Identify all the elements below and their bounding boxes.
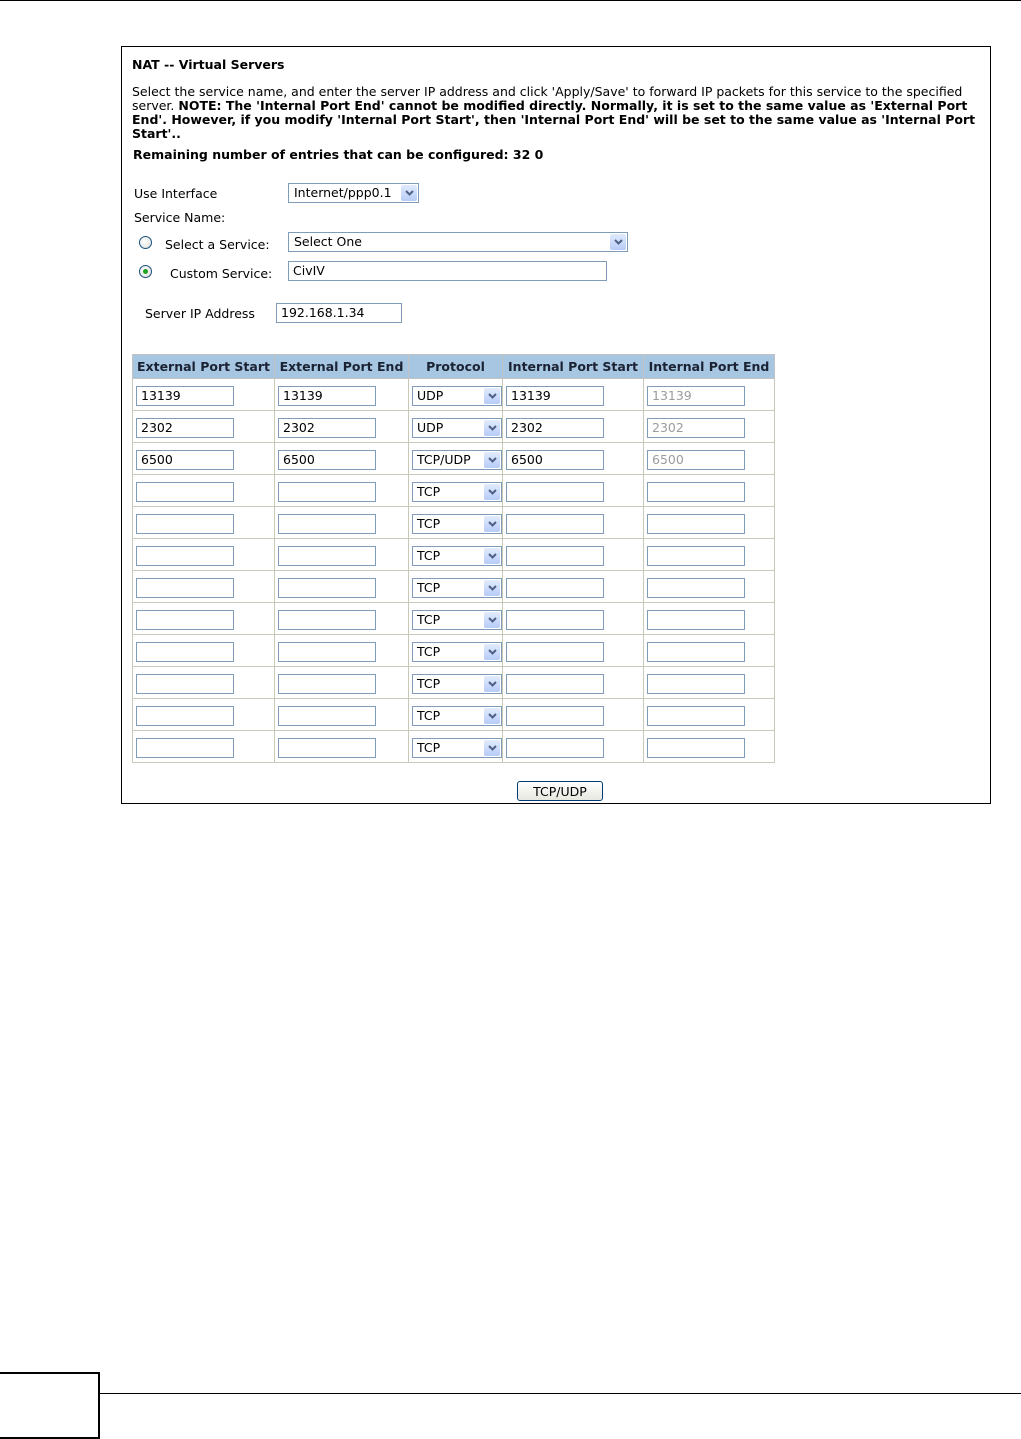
chevron-down-icon[interactable] xyxy=(484,612,500,628)
header-internal-port-start: Internal Port Start xyxy=(503,355,644,379)
table-row xyxy=(133,699,775,731)
internal-port-start-input[interactable]: 2302 xyxy=(506,418,604,438)
table-cell xyxy=(503,507,644,539)
external-port-end-input[interactable] xyxy=(278,706,376,726)
protocol-select[interactable] xyxy=(412,738,502,758)
protocol-value: TCP xyxy=(417,676,441,691)
table-row xyxy=(133,539,775,571)
external-port-start-input[interactable] xyxy=(136,642,234,662)
chevron-down-icon[interactable] xyxy=(484,388,500,404)
table-cell xyxy=(275,571,409,603)
protocol-select[interactable] xyxy=(412,482,502,502)
chevron-down-icon[interactable] xyxy=(484,644,500,660)
external-port-start-input[interactable]: 2302 xyxy=(136,418,234,438)
table-cell xyxy=(275,667,409,699)
footer-rule xyxy=(100,1393,1021,1394)
protocol-select[interactable] xyxy=(412,610,502,630)
table-cell xyxy=(409,507,503,539)
external-port-end-input[interactable] xyxy=(278,482,376,502)
chevron-down-icon[interactable] xyxy=(610,234,626,250)
use-interface-select[interactable] xyxy=(288,183,419,203)
description-plain: Select the service name, and enter the server IP address and click 'Apply/Save' to forward IP packets for this service to the specified server. xyxy=(132,84,963,113)
external-port-start-input[interactable] xyxy=(136,674,234,694)
internal-port-end-input: 13139 xyxy=(647,386,745,406)
protocol-value: TCP xyxy=(417,548,441,563)
internal-port-end-input: 6500 xyxy=(647,450,745,470)
internal-port-start-input[interactable]: 13139 xyxy=(506,386,604,406)
table-cell xyxy=(133,699,275,731)
table-row xyxy=(133,603,775,635)
table-cell xyxy=(275,507,409,539)
external-port-end-input[interactable] xyxy=(278,578,376,598)
external-port-start-input[interactable] xyxy=(136,546,234,566)
table-cell xyxy=(133,667,275,699)
table-row xyxy=(133,571,775,603)
description xyxy=(132,85,984,141)
radio-selected-dot xyxy=(143,269,148,274)
table-cell xyxy=(644,731,775,763)
internal-port-start-input[interactable] xyxy=(506,546,604,566)
internal-port-start-input[interactable] xyxy=(506,738,604,758)
header-internal-port-end: Internal Port End xyxy=(644,355,775,379)
table-cell xyxy=(644,635,775,667)
protocol-value: UDP xyxy=(417,420,444,435)
table-cell xyxy=(503,379,644,411)
internal-port-start-input[interactable] xyxy=(506,706,604,726)
table-cell xyxy=(133,475,275,507)
table-cell xyxy=(409,699,503,731)
external-port-end-input[interactable]: 2302 xyxy=(278,418,376,438)
table-row xyxy=(133,411,775,443)
table-cell xyxy=(644,539,775,571)
internal-port-start-input[interactable] xyxy=(506,642,604,662)
internal-port-start-input[interactable] xyxy=(506,578,604,598)
protocol-select[interactable] xyxy=(412,546,502,566)
page-title: NAT -- Virtual Servers xyxy=(132,57,285,72)
internal-port-start-input[interactable]: 6500 xyxy=(506,450,604,470)
header-external-port-start: External Port Start xyxy=(133,355,275,379)
table-header-row xyxy=(133,355,775,379)
remaining-entries: Remaining number of entries that can be configured: 32 0 xyxy=(133,147,544,162)
table-cell xyxy=(503,443,644,475)
table-cell xyxy=(503,411,644,443)
chevron-down-icon[interactable] xyxy=(401,185,417,201)
table-cell xyxy=(644,507,775,539)
table-row xyxy=(133,379,775,411)
table-cell xyxy=(133,411,275,443)
table-cell xyxy=(409,603,503,635)
protocol-select[interactable] xyxy=(412,674,502,694)
table-row xyxy=(133,667,775,699)
protocol-select[interactable] xyxy=(412,706,502,726)
table-cell xyxy=(275,731,409,763)
external-port-end-input[interactable] xyxy=(278,738,376,758)
table-cell xyxy=(644,379,775,411)
external-port-end-input[interactable]: 13139 xyxy=(278,386,376,406)
protocol-value: TCP xyxy=(417,484,441,499)
external-port-end-input[interactable] xyxy=(278,514,376,534)
protocol-value: TCP xyxy=(417,516,441,531)
internal-port-start-input[interactable] xyxy=(506,482,604,502)
external-port-start-input[interactable]: 13139 xyxy=(136,386,234,406)
table-cell xyxy=(644,443,775,475)
table-row xyxy=(133,507,775,539)
internal-port-end-input xyxy=(647,546,745,566)
protocol-value: TCP xyxy=(417,644,441,659)
internal-port-end-input xyxy=(647,610,745,630)
protocol-value: TCP xyxy=(417,612,441,627)
protocol-value: TCP xyxy=(417,708,441,723)
table-cell xyxy=(409,475,503,507)
protocol-select[interactable] xyxy=(412,418,502,438)
chevron-down-icon[interactable] xyxy=(484,516,500,532)
external-port-start-input[interactable] xyxy=(136,578,234,598)
table-cell xyxy=(275,411,409,443)
table-cell xyxy=(275,603,409,635)
select-service-radio[interactable] xyxy=(139,236,152,249)
external-port-start-input[interactable] xyxy=(136,482,234,502)
external-port-end-input[interactable] xyxy=(278,674,376,694)
chevron-down-icon[interactable] xyxy=(484,548,500,564)
table-cell xyxy=(409,411,503,443)
page-number-box xyxy=(0,1372,100,1439)
external-port-end-input[interactable] xyxy=(278,610,376,630)
table-cell xyxy=(644,667,775,699)
internal-port-start-input[interactable] xyxy=(506,514,604,534)
use-interface-label: Use Interface xyxy=(134,186,218,201)
table-cell xyxy=(409,539,503,571)
custom-service-input[interactable]: CivIV xyxy=(288,261,607,281)
table-row xyxy=(133,635,775,667)
table-cell xyxy=(133,379,275,411)
table-cell xyxy=(644,571,775,603)
protocol-select[interactable] xyxy=(412,578,502,598)
table-cell xyxy=(133,603,275,635)
protocol-value: TCP xyxy=(417,740,441,755)
table-cell xyxy=(133,507,275,539)
table-cell xyxy=(503,635,644,667)
internal-port-start-input[interactable] xyxy=(506,610,604,630)
select-service-select[interactable] xyxy=(288,232,628,252)
external-port-start-input[interactable] xyxy=(136,738,234,758)
table-cell xyxy=(409,443,503,475)
table-cell xyxy=(275,539,409,571)
protocol-select[interactable] xyxy=(412,386,502,406)
external-port-start-input[interactable] xyxy=(136,706,234,726)
table-cell xyxy=(409,571,503,603)
table-cell xyxy=(133,731,275,763)
header-external-port-end: External Port End xyxy=(275,355,409,379)
protocol-select[interactable] xyxy=(412,450,502,470)
table-cell xyxy=(644,603,775,635)
table-cell xyxy=(644,475,775,507)
protocol-value: TCP/UDP xyxy=(417,452,471,467)
table-cell xyxy=(503,603,644,635)
external-port-start-input[interactable] xyxy=(136,610,234,630)
table-cell xyxy=(503,699,644,731)
table-cell xyxy=(644,411,775,443)
table-row xyxy=(133,443,775,475)
external-port-start-input[interactable] xyxy=(136,514,234,534)
table-cell xyxy=(275,699,409,731)
internal-port-end-input xyxy=(647,642,745,662)
external-port-end-input[interactable] xyxy=(278,642,376,662)
table-cell xyxy=(503,539,644,571)
table-cell xyxy=(275,379,409,411)
internal-port-end-input xyxy=(647,706,745,726)
table-row xyxy=(133,731,775,763)
service-name-label: Service Name: xyxy=(134,210,226,225)
header-protocol: Protocol xyxy=(409,355,503,379)
table-cell xyxy=(503,667,644,699)
table-cell xyxy=(275,443,409,475)
internal-port-end-input xyxy=(647,514,745,534)
internal-port-end-input xyxy=(647,738,745,758)
table-cell xyxy=(409,635,503,667)
table-cell xyxy=(503,475,644,507)
custom-service-label: Custom Service: xyxy=(170,266,273,281)
chevron-down-icon[interactable] xyxy=(484,676,500,692)
external-port-start-input[interactable]: 6500 xyxy=(136,450,234,470)
table-cell xyxy=(503,571,644,603)
chevron-down-icon[interactable] xyxy=(484,740,500,756)
protocol-value: UDP xyxy=(417,388,444,403)
protocol-value: TCP xyxy=(417,580,441,595)
internal-port-end-input xyxy=(647,578,745,598)
table-cell xyxy=(133,635,275,667)
internal-port-start-input[interactable] xyxy=(506,674,604,694)
internal-port-end-input: 2302 xyxy=(647,418,745,438)
table-cell xyxy=(133,539,275,571)
internal-port-end-input xyxy=(647,674,745,694)
tcp-udp-button[interactable]: TCP/UDP xyxy=(517,781,603,801)
table-cell xyxy=(503,731,644,763)
top-rule xyxy=(0,0,1021,1)
table-row xyxy=(133,475,775,507)
table-cell xyxy=(133,443,275,475)
table-cell xyxy=(644,699,775,731)
table-cell xyxy=(409,379,503,411)
external-port-end-input[interactable] xyxy=(278,546,376,566)
port-table xyxy=(132,354,775,763)
custom-service-radio[interactable] xyxy=(139,265,152,278)
table-cell xyxy=(275,475,409,507)
chevron-down-icon[interactable] xyxy=(484,580,500,596)
table-cell xyxy=(275,635,409,667)
nat-virtual-servers-panel xyxy=(121,46,991,804)
description-note: NOTE: The 'Internal Port End' cannot be modified directly. Normally, it is set to the same value as 'External Port End'. However, if you modify 'Internal Port Start', then 'Internal Port End' will be set to the same value as 'Internal Port Start'.. xyxy=(132,98,976,141)
chevron-down-icon[interactable] xyxy=(484,708,500,724)
protocol-select[interactable] xyxy=(412,514,502,534)
use-interface-value: Internet/ppp0.1 xyxy=(294,185,392,200)
table-cell xyxy=(133,571,275,603)
table-cell xyxy=(409,667,503,699)
table-cell xyxy=(409,731,503,763)
chevron-down-icon[interactable] xyxy=(484,452,500,468)
chevron-down-icon[interactable] xyxy=(484,420,500,436)
select-service-value: Select One xyxy=(294,234,362,249)
protocol-select[interactable] xyxy=(412,642,502,662)
external-port-end-input[interactable]: 6500 xyxy=(278,450,376,470)
server-ip-input[interactable]: 192.168.1.34 xyxy=(276,303,402,323)
select-service-label: Select a Service: xyxy=(165,237,270,252)
chevron-down-icon[interactable] xyxy=(484,484,500,500)
internal-port-end-input xyxy=(647,482,745,502)
server-ip-label: Server IP Address xyxy=(145,306,255,321)
